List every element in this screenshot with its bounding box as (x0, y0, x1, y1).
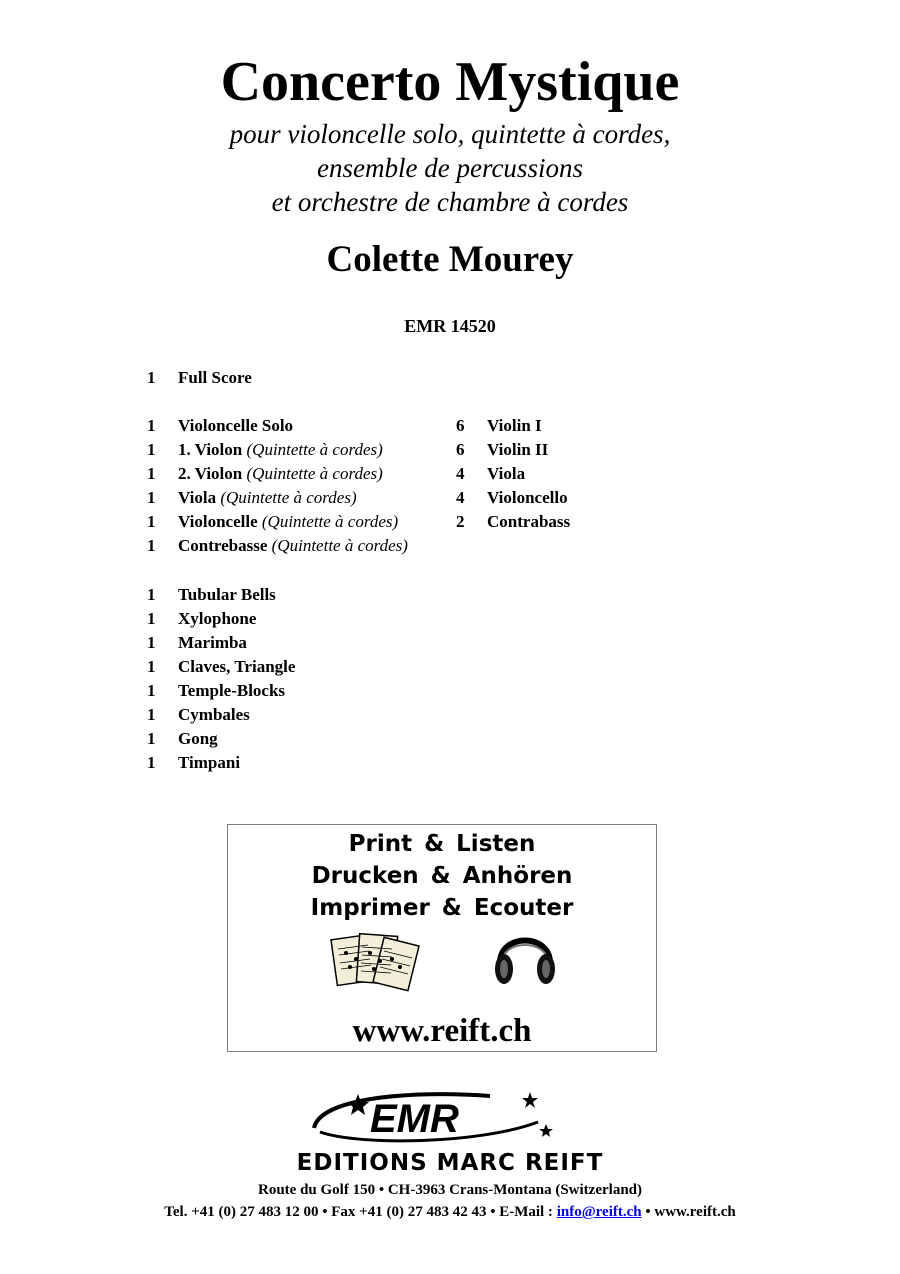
part-qty: 1 (147, 705, 156, 724)
part-note: (Quintette à cordes) (246, 440, 383, 459)
emr-logo-text: EMR (370, 1097, 459, 1141)
publisher-name: EDITIONS MARC REIFT (296, 1150, 604, 1176)
part-qty: 1 (147, 488, 156, 507)
promo-url[interactable]: www.reift.ch (352, 1013, 532, 1049)
part-name: Claves, Triangle (178, 657, 296, 676)
part-name: Violoncelle (Quintette à cordes) (178, 512, 399, 531)
part-name: Full Score (178, 368, 252, 387)
part-name: Marimba (178, 633, 247, 652)
part-qty: 1 (147, 512, 156, 531)
part-qty: 4 (456, 464, 465, 483)
publisher-address: Route du Golf 150 • CH-3963 Crans-Montana (Switzerland) (258, 1182, 642, 1198)
page-title: Concerto Mystique (220, 51, 680, 113)
email-link[interactable]: info@reift.ch (556, 1204, 642, 1220)
part-qty: 1 (147, 729, 156, 748)
contact-website: • www.reift.ch (641, 1204, 736, 1220)
part-qty: 1 (147, 633, 156, 652)
subtitle-line: pour violoncelle solo, quintette à cordes, (229, 119, 671, 149)
part-name: Timpani (178, 753, 241, 772)
subtitle (0, 117, 900, 219)
part-qty: 1 (147, 440, 156, 459)
part-name: Gong (178, 729, 218, 748)
headphones-icon (490, 923, 560, 987)
part-name: Viola (Quintette à cordes) (178, 488, 357, 507)
part-note: (Quintette à cordes) (271, 536, 408, 555)
part-qty: 1 (147, 368, 156, 387)
publisher-contact (0, 1202, 900, 1222)
part-qty: 1 (147, 657, 156, 676)
subtitle-line: ensemble de percussions (317, 153, 583, 183)
part-qty: 1 (147, 609, 156, 628)
part-qty: 1 (147, 585, 156, 604)
part-name: Contrebasse (Quintette à cordes) (178, 536, 408, 555)
subtitle-line: et orchestre de chambre à cordes (271, 187, 629, 217)
print-listen-box (227, 824, 657, 1052)
catalog-number: EMR 14520 (404, 316, 496, 336)
part-name: Violin I (487, 416, 542, 435)
part-qty: 2 (456, 512, 465, 531)
part-name: Xylophone (178, 609, 257, 628)
part-name: Viola (487, 464, 526, 483)
part-note: (Quintette à cordes) (261, 512, 399, 531)
part-qty: 1 (147, 753, 156, 772)
part-name: Violoncello (487, 488, 568, 507)
composer-name: Colette Mourey (326, 239, 574, 280)
contact-phone-fax: Tel. +41 (0) 27 483 12 00 • Fax +41 (0) 27 483 42 43 • E-Mail : (164, 1204, 557, 1220)
promo-line: Drucken & Anhören (311, 863, 573, 889)
part-qty: 4 (456, 488, 465, 507)
sheet-music-icon (328, 929, 422, 993)
part-name: Cymbales (178, 705, 250, 724)
part-name: Tubular Bells (178, 585, 276, 604)
part-qty: 1 (147, 681, 156, 700)
emr-logo (300, 1088, 560, 1148)
part-qty: 6 (456, 440, 465, 459)
part-name: 2. Violon (Quintette à cordes) (178, 464, 383, 483)
promo-line: Print & Listen (348, 831, 536, 857)
part-note: (Quintette à cordes) (246, 464, 383, 483)
promo-line: Imprimer & Ecouter (310, 895, 574, 921)
part-qty: 1 (147, 464, 156, 483)
part-qty: 6 (456, 416, 465, 435)
part-name: Violin II (487, 440, 549, 459)
part-name: Violoncelle Solo (178, 416, 294, 435)
part-name: 1. Violon (Quintette à cordes) (178, 440, 383, 459)
part-name: Temple-Blocks (178, 681, 286, 700)
part-name: Contrabass (487, 512, 571, 531)
part-note: (Quintette à cordes) (220, 488, 357, 507)
part-qty: 1 (147, 536, 156, 555)
part-qty: 1 (147, 416, 156, 435)
